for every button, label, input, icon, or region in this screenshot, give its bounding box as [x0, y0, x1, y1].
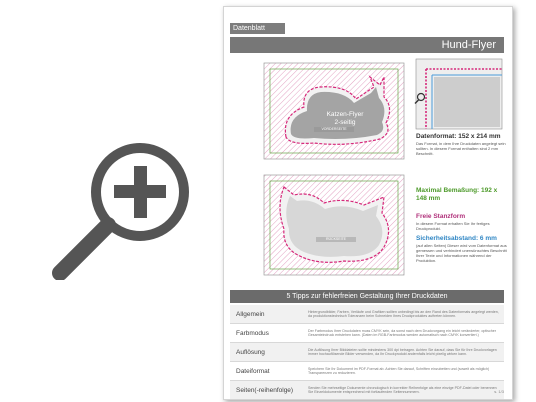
table-row	[230, 381, 504, 400]
tip-key: Dateiformat	[236, 367, 270, 375]
table-row	[230, 343, 504, 362]
zoom-in-icon[interactable]	[48, 130, 198, 280]
front-side-chip: VORDERSEITE	[314, 127, 354, 132]
info-heading: Datenformat: 152 x 214 mm	[416, 133, 501, 140]
datasheet-tag: Datenblatt	[230, 23, 285, 34]
tip-key: Farbmodus	[236, 329, 269, 337]
info-text: In diesem Format erhalten Sie Ihr fertiges Druckprodukt.	[416, 221, 490, 231]
info-format	[416, 133, 508, 156]
table-row	[230, 305, 504, 324]
info-text: Das Format, in dem Ihre Druckdaten angelegt sein sollten. In diesem Format enthalten sind 2 mm Beschnitt.	[416, 141, 506, 156]
tip-key: Allgemein	[236, 310, 265, 318]
table-row	[230, 362, 504, 381]
tip-value: Hintergrundbilder, Farben, Verläufe und Grafiken sollten unbedingt bis an den Rand des Datenformats angelegt werden, da produktionstechnisch Toleranzen beim Schneiden Ihres Druckproduktes auftreten können.	[308, 309, 499, 318]
page-number: s. 1/3	[494, 389, 504, 394]
tip-value: Speichern Sie Ihr Dokument im PDF-Format ab. Achten Sie darauf, Schriften einzubetten und (soweit als möglich) Transparenzen zu reduzieren.	[308, 366, 490, 375]
info-heading: Sicherheitsabstand: 6 mm	[416, 235, 497, 242]
tip-key: Seiten(-reihenfolge)	[236, 386, 294, 394]
info-max-size	[416, 187, 508, 203]
table-row	[230, 324, 504, 343]
tip-value: Die Auflösung Ihrer Bilddateien sollte mindestens 300 dpi betragen. Achten Sie darauf, dass Sie für Ihre Druckvorlagen immer hochauflösende Bilder verwenden, da Ihr Druckprodukt andernfalls leicht pixelig wirken kann.	[308, 347, 497, 356]
tips-section-title: 5 Tipps zur fehlerfreien Gestaltung Ihrer Druckdaten	[230, 290, 504, 303]
product-title: Hund-Flyer	[230, 37, 504, 53]
info-safety-margin	[416, 235, 508, 263]
info-die-cut	[416, 213, 508, 231]
flyer-label: Katzen-Flyer 2-seitig	[326, 111, 364, 126]
info-heading: Freie Stanzform	[416, 213, 466, 220]
tips-table	[230, 305, 504, 400]
info-text: (auf allen Seiten) Dieser wird vom Datenformat aus gemessen und verhindert unerwünschtes Beschnitt Ihrer Texte und Informationen während der Produktion.	[416, 243, 507, 263]
info-heading: Maximal Bemaßung: 192 x 148 mm	[416, 187, 498, 202]
tip-value: Der Farbmodus Ihrer Druckdaten muss CMYK sein, da sonst nach dem Druckvorgang ein leicht veränderter, optischer Gesamteindruck entstehen kann. (Daten im RGB-Farbmodus werden automatisch nach CMYK konvertiert.)	[308, 328, 496, 337]
tip-value: Senden Sie mehrseitige Dokumente chronologisch in korrekter Reihenfolge als eine einzige PDF-Datei oder benennen Sie Einzeldokumente entsprechend mit fortlaufenden Seitennummern.	[308, 385, 497, 394]
back-side-chip: RÜCKSEITE	[316, 237, 356, 242]
datasheet-preview[interactable]	[223, 6, 513, 400]
tip-key: Auflösung	[236, 348, 265, 356]
